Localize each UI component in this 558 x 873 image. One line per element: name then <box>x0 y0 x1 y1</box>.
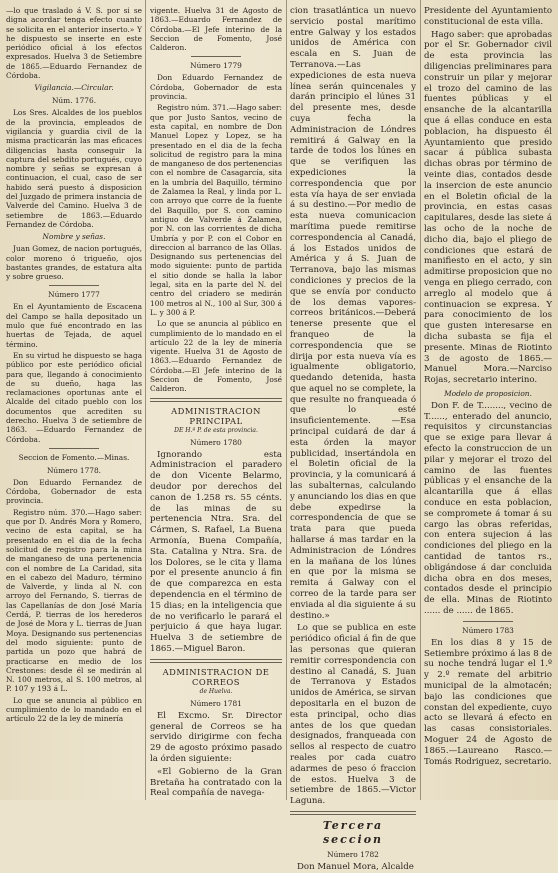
paragraph: El Excmo. Sr. Director general de Correos se ha servido dirigirme con fecha 29 de agosto próximo pasado la órden siguiente: <box>150 710 282 764</box>
section-heading: Tercera seccion <box>322 818 384 846</box>
paragraph: Lo que se anuncia al público en cumplimiento de lo mandado en el artículo 22 de la ley de minería <box>6 695 142 724</box>
paragraph: Don Eduardo Fernandez de Córdoba, Gobernador de esta provincia. <box>150 73 282 102</box>
paragraph: Don Manuel Mora, Alcalde <box>297 861 414 872</box>
notice-number: Número 1782 <box>327 849 379 859</box>
paragraph: Juan Gomez, de nacion portugués, color moreno ó trigueño, ojos bastantes grandes, de estatura alta y sobre grueso. <box>6 244 142 282</box>
section-heading: Nombre y señas. <box>42 232 106 242</box>
paragraph: Hago saber: que aprobadas por el Sr. Gobernador civil de esta provincia las diligencias preliminares para construir un pilar y mejorar el trozo del camino de las fuentes públicas y el ensanche de la alcantarilla que á ellas conduce en esta poblacion, ha dispuesto él Ayuntamiento que presido sacar á pública subasta dichas obras por término de veinte dias, contados desde la insercion de este anuncio en el Boletin oficial de la provincia, en estas casas capitulares, desde las siete á las ocho de la noche de dicho dia, bajo el pliego de condiciones que estará de manifiesto en el acto, y sin admitirse proposicion que no venga en pliego cerrado, con arreglo al modelo que á continuacion se expresa. Y para conocimiento de los que gusten interesarse en dicha subasta se fija el presente. Minas de Riotinto 3 de agosto de 1865.—Manuel Mora.—Narciso Rojas, secretario interino. <box>424 29 552 386</box>
notice-number: Número 1779 <box>190 61 242 71</box>
paragraph: Lo que se publica en este periódico oficial á fin de que las personas que quieran remitir correspondencia con destino al Canadá, S. Juan de Terranova y Estados unidos de América, se sirvan depositarla en el buzon de esta principal, ocho dias antes de los que quedan designados, franqueada con sellos al respecto de cuatro reales por cada cuatro adarmes de peso ó fraccion de estos. Huelva 3 de setiembre de 1865.—Victor Laguna. <box>290 623 416 807</box>
section-heading: ADMINISTRACION DE CORREOS <box>162 666 270 687</box>
notice-number: Número 1780 <box>190 437 242 447</box>
separator <box>191 56 241 57</box>
section-heading: ADMINISTRACION PRINCIPAL <box>171 405 261 426</box>
paragraph: Lo que se anuncia al público en cumplimiento de lo mandado en el artículo 22 de la ley de minería vigente. Huelva 31 de Agosto de 1863.—Eduardo Fernandez de Córdoba.—El Jefe interino de la Seccion de Fomento, José Calderon. <box>150 319 282 394</box>
column-1 <box>6 6 142 796</box>
column-rule <box>286 0 287 800</box>
section-subheading: de Huelva. <box>199 687 233 695</box>
paragraph: Presidente del Ayuntamiento constitucional de esta villa. <box>424 6 552 27</box>
separator <box>290 811 416 815</box>
section-heading: Modelo de proposicion. <box>444 388 532 398</box>
separator <box>150 659 282 663</box>
paragraph: Registro núm. 371.—Hago saber: que por Justo Santos, vecino de esta capital, en nombre de Don Manuel Lopez y Lopez, se ha presentado en el dia de la fecha solicitud de registro para la mina de manganeso de dos pertenencias con el nombre de Casagarcía, sita en la umbría del Baquillo, término de Zalamea la Real, y linda por L. con arroyo que corre de la fuente del Baquillo, por S. con camino antiguo de Valverde á Zalamea, por N. con las corrientes de dicha Umbría y por P. con el Cobor en direccion al barranco de las Ollas. Designando sus pertenencias del modo siguiente: punto de partida el sitio donde se halla la labor legal, sita en la parte del N. del centro del criadero se medirán 100 metros al N., 100 al Sur, 300 á L. y 300 á P. <box>150 103 282 317</box>
paragraph: —lo que traslado á V. S. por si se digna acordar tenga efecto cuanto se solicita en el anterior inserto.» Y he dispuesto se inserte en este periódico oficial á los efectos expresados. Huelva 3 de Setiembre de 1865.—Eduardo Fernandez de Córdoba. <box>6 6 142 81</box>
column-rule <box>145 0 146 800</box>
separator <box>49 448 99 449</box>
paragraph: Don F. de T........, vecino de T......, enterado del anuncio, requisitos y circunstancias que se exige para llevar á efecto la construccion de un pilar y mejorar el trozo del camino de las fuentes públicas y el ensanche de la alcantarilla que á ellas conduce en esta poblacion, se compromete á tomar á su cargo las obras referidas, con entera sujecion á las condiciones del pliego en la cantidad de tantos rs., obligándose á dar concluida dicha obra en dos meses, contados desde el principio de ella. Minas de Riotinto ...... de ...... de 1865. <box>424 400 552 617</box>
notice-number: Núm. 1776. <box>51 96 97 106</box>
section-heading: Seccion de Fomento.—Minas. <box>18 452 130 462</box>
paragraph: En el Ayuntamiento de Escacena del Campo se halla depositado un mulo que fué encontrado en las huertas de Tejada, de aquel término. <box>6 302 142 349</box>
notice-number: Número 1778. <box>46 465 102 475</box>
paragraph: «El Gobierno de la Gran Bretaña ha contratado con la Real compañía de navega- <box>150 766 282 799</box>
paragraph: Ignorando esta Administracion el paradero de don Vicente Belarmo, deudor por derechos del canon de 1.258 rs. 55 cénts. de las minas de su pertenencia Ntra. Sra. del Cármen, S. Rafael, La Buena Armonía, Buena Compañía, Sta. Catalina y Ntra. Sra. de los Dolores, se le cita y llama por el presente anuncio á fin de que comparezca en esta dependencia en el término de 15 dias; en la inteligencia que de no verificarlo le parará el perjuicio á que haya lugar. Huelva 3 de setiembre de 1865.—Miguel Baron. <box>150 449 282 654</box>
separator <box>49 285 99 286</box>
paragraph: vigente. Huelva 31 de Agosto de 1863.—Eduardo Fernandez de Córdoba.—El Jefe interino de la Seccion de Fomento, José Calderon. <box>150 6 282 53</box>
notice-number: Número 1777 <box>48 290 100 300</box>
section-heading: Vigilancia.—Circular. <box>34 83 114 93</box>
paragraph: En su virtud he dispuesto se haga público por este periódico oficial para que, llegando á conocimiento de su dueño, haga las reclamaciones oportunas ante el Alcalde del citado pueblo con los documentos que acrediten su derecho. Huelva 3 de setiembre de 1863. —Eduardo Fernandez de Córdoba. <box>6 350 142 444</box>
paragraph: Registro núm. 370.—Hago saber: que por D. Andrés Mora y Romero, vecino de esta capital, se ha presentado en el dia de la fecha solicitud de registro para la mina de manganeso de una pertenencia con el nombre de La Caridad, sita en el cabezo del Maduro, término de Valverde, y linda al N. con arroyo del Fernando, S. tierras de las Capellanías de don José María Cerdá, P. tierras de los herederos de José de Mora y L. tierras de Juan Moya. Designando sus pertenencias del modo siguiente: punto de partida un pozo que habrá de practicarse en medio de los Crestones: desde él se medirán al N. 100 metros, al S. 100 metros, al P. 107 y 193 á L. <box>6 507 142 694</box>
section-subheading: DE H.ª P. de esta provincia. <box>174 426 258 434</box>
paragraph: Los Sres. Alcaldes de los pueblos de la provincia, empleados de vigilancia y guardia civil de la misma practicarán las mas eficaces diligencias hasta conseguir la captura del sebdito portugués, cuyo nombre y señas se expresan á continuacion, el cual, caso de ser habido será puesto á disposicion del Juzgado de primera instancia de Valverde del Camino. Huelva 3 de setiembre de 1863.—Eduardo Fernandez de Córdoba. <box>6 108 142 229</box>
column-4 <box>424 6 552 796</box>
separator <box>150 398 282 402</box>
notice-number: Número 1781 <box>190 698 242 708</box>
column-rule <box>420 0 421 800</box>
paragraph: En los dias 8 y 15 de Setiembre próximo á las 8 de su noche tendrá lugar el 1.º y 2.º remate del arbitrio municipal de la almotacén; bajo las condiciones que constan del expediente, cuyo acto se llevará á efecto en las casas consistoriales. Moguer 24 de Agosto de 1865.—Laureano Rasco.—Tomás Rodriguez, secretario. <box>424 637 552 767</box>
column-2 <box>150 6 282 799</box>
paragraph: cion trasatlántica un nuevo servicio postal marítimo entre Galway y los estados unidos de América con escala en S. Juan de Terranova.—Las expediciones de esta nueva línea serán quincenales y darán principio el lúnes 31 del presente mes, desde cuya fecha la Administracion de Lóndres remitirá á Galway en la tarde de todos los lúnes en que se verifiquen las expediciones la correspondencia que por esta vía haya de ser enviada á su destino.—Por medio de esta nueva comunicacion marítima puede remitirse correspondencia al Canadá, á los Estados unidos de América y á S. Juan de Terranova, bajo las mismas condiciones y precios de la que se envía por conducto de los demas vapores-correos británicos.—Deberá tenerse presente que el franqueo de la correspondencia que se dirija por esta nueva vía es igualmente obligatorio, quedando detenida, hasta que aquel no se complete, la que resulte no franqueada ó que lo esté insuficientemente. —Esa principal cuidará de dar á esta órden la mayor publicidad, insertándola en el Boletin oficial de la provincia, y la comunicará á las subalternas, calculando y anunciando los dias en que debe expedirse la correspondencia de que se trata para que pueda hallarse á mas tardar en la Administracion de Lóndres en la mañana de los lúnes en que por la misma se remita á Galway con el correo de la tarde para ser enviada al dia siguiente á su destino.» <box>290 6 416 621</box>
notice-number: Número 1783 <box>462 625 514 635</box>
column-3 <box>290 6 416 872</box>
paragraph: Don Eduardo Fernandez de Córdoba, Gobernador de esta provincia. <box>6 477 142 506</box>
separator <box>463 621 513 622</box>
